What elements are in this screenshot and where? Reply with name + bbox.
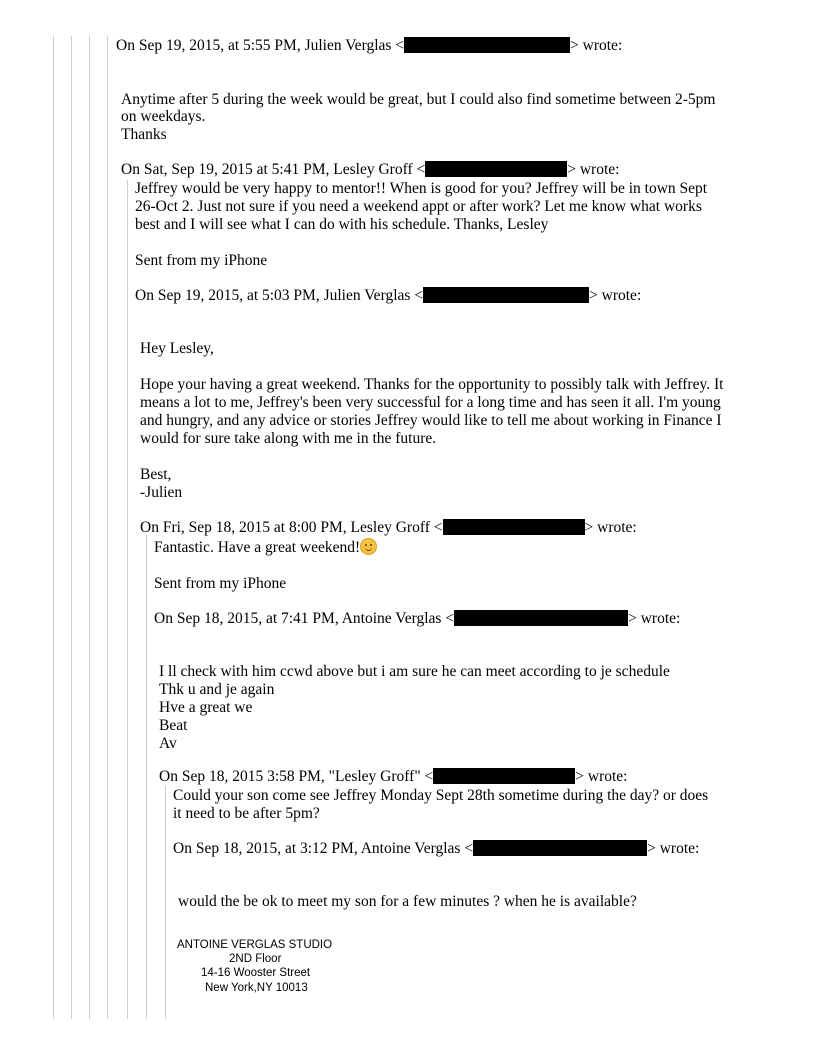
- signature-line: 2ND Floor: [229, 953, 282, 965]
- message-signoff: Best,: [140, 466, 172, 483]
- email-header: [159, 768, 627, 786]
- redacted-email: [454, 610, 628, 626]
- header-text: On Sat, Sep 19, 2015 at 5:41 PM, Lesley Groff <: [121, 161, 426, 178]
- message-text: Fantastic. Have a great weekend!: [154, 539, 361, 556]
- message-signoff: -Julien: [140, 484, 183, 501]
- sent-from-line: Sent from my iPhone: [135, 252, 268, 269]
- header-text: > wrote:: [589, 287, 642, 304]
- message-line: and hungry, and any advice or stories Jeffrey would like to tell me about working in Finance I: [140, 412, 722, 429]
- message-line: I ll check with him ccwd above but i am sure he can meet according to je schedule: [159, 663, 670, 680]
- quote-bar: [53, 36, 54, 1019]
- header-text: On Fri, Sep 18, 2015 at 8:00 PM, Lesley Groff <: [140, 519, 443, 536]
- message-line: Thk u and je again: [159, 681, 275, 698]
- redacted-email: [443, 519, 585, 535]
- email-header: [121, 161, 619, 179]
- quote-bar: [127, 180, 128, 1019]
- redacted-email: [404, 37, 570, 53]
- message-greeting: Hey Lesley,: [140, 340, 214, 357]
- redacted-email: [423, 287, 589, 303]
- header-text: > wrote:: [567, 161, 620, 178]
- email-header: [173, 840, 699, 858]
- signature-line: New York,NY 10013: [205, 982, 308, 994]
- signature-line: 14-16 Wooster Street: [201, 967, 311, 979]
- message-line: [154, 538, 377, 557]
- header-text: > wrote:: [575, 768, 628, 785]
- redacted-email: [473, 840, 647, 856]
- email-header: [140, 519, 637, 537]
- message-line: would for sure take along with me in the future.: [140, 430, 437, 447]
- header-text: > wrote:: [584, 519, 637, 536]
- email-header: [135, 287, 641, 305]
- email-header: [116, 37, 622, 55]
- quote-bar: [107, 36, 108, 1019]
- header-text: On Sep 18, 2015, at 7:41 PM, Antoine Verglas <: [154, 610, 455, 627]
- header-text: On Sep 19, 2015, at 5:55 PM, Julien Verglas <: [116, 37, 405, 54]
- message-line: on weekdays.: [121, 108, 206, 125]
- message-line: it need to be after 5pm?: [173, 805, 320, 822]
- message-line: 26-Oct 2. Just not sure if you need a weekend appt or after work? Let me know what works: [135, 198, 702, 215]
- header-text: > wrote:: [647, 840, 700, 857]
- message-line: Jeffrey would be very happy to mentor!! When is good for you? Jeffrey will be in town Sept: [135, 180, 708, 197]
- header-text: > wrote:: [628, 610, 681, 627]
- email-header: [154, 610, 680, 628]
- message-line: best and I will see what I can do with his schedule. Thanks, Lesley: [135, 216, 549, 233]
- header-text: > wrote:: [570, 37, 623, 54]
- message-line: Hope your having a great weekend. Thanks for the opportunity to possibly talk with Jeffrey. It: [140, 376, 724, 393]
- quote-bar: [165, 786, 166, 1019]
- message-line: Beat: [159, 717, 188, 734]
- redacted-email: [425, 161, 567, 177]
- header-text: On Sep 18, 2015, at 3:12 PM, Antoine Verglas <: [173, 840, 474, 857]
- message-line: Anytime after 5 during the week would be great, but I could also find sometime between 2-5pm: [121, 91, 716, 108]
- signature-line: ANTOINE VERGLAS STUDIO: [177, 939, 333, 951]
- header-text: On Sep 19, 2015, at 5:03 PM, Julien Verglas <: [135, 287, 424, 304]
- sent-from-line: Sent from my iPhone: [154, 575, 287, 592]
- message-line: Hve a great we: [159, 699, 253, 716]
- redacted-email: [433, 768, 575, 784]
- quote-bar: [89, 36, 90, 1019]
- message-line: means a lot to me, Jeffrey's been very successful for a long time and has seen it all. I'm young: [140, 394, 721, 411]
- message-line: Av: [159, 735, 177, 752]
- quote-bar: [71, 36, 72, 1019]
- smiley-emoji-icon: [360, 538, 377, 555]
- message-line: Could your son come see Jeffrey Monday Sept 28th sometime during the day? or does: [173, 787, 709, 804]
- quote-bar: [146, 535, 147, 1019]
- message-line: would the be ok to meet my son for a few minutes ? when he is available?: [178, 893, 637, 910]
- header-text: On Sep 18, 2015 3:58 PM, "Lesley Groff" <: [159, 768, 434, 785]
- message-line: Thanks: [121, 126, 167, 143]
